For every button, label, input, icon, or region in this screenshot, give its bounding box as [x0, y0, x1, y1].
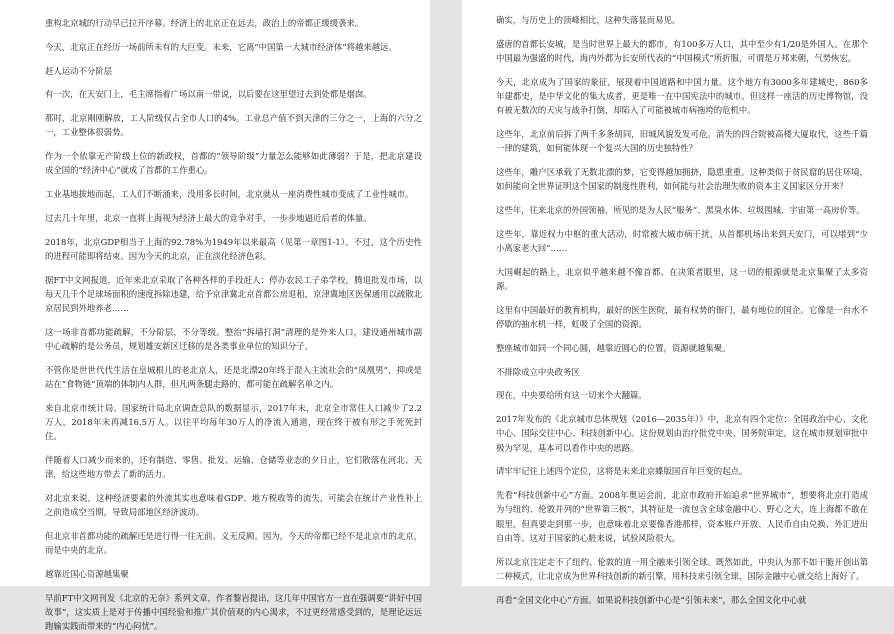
paragraph: 确实，与历史上的顶峰相比，这种失落显而易见。	[496, 15, 681, 25]
paragraph: 但北京非首都功能的疏解还是进行得一往无前、义无反顾。因为，今天的帝都已经不是北京市的北京，而是中央的北京。	[45, 531, 422, 556]
paragraph: 这里有中国最好的教育机构，最好的医生医院，最有权势的衙门，最有地位的国企。它像是一台水不停歇的抽水机一样，虹吸了全国的资源。	[496, 304, 868, 329]
paragraph: 2018年，北京GDP相当于上海的92.78%为1949年以来最高（见第一章图1-1）。不过，这个历史性的进程可能即将结束。因为今天的北京，正在淡化经济色彩。	[45, 236, 422, 261]
paragraph: 今天，北京成为了国家的象征，展现着中国道路和中国力量。这个地方有3000多年建城史，860多年建都史，是中华文化的集大成者，更是唯一在中国宪法中的城市。但这样一座活的历史博物馆，没有被无数次的天灾与战争打倒，却陷入了可能被城市病拖垮的危机中。	[496, 76, 868, 116]
paragraph: 这些年，靠近权力中枢的重大活动，时常被大城市病干扰，从首都机场出来到天安门，可以堵到“少小离家老大回”……	[496, 228, 868, 253]
paragraph: 盛唐的首都长安城，是当时世界上最大的都市，有100多万人口，其中至少有1/20是外国人。在那个中国最为强盛的时代，海内外都为长安所代表的“中国模式”所折服，可谓是万邦来朝，气势恢宏。	[496, 38, 868, 63]
paragraph: 重构北京城的行动早已拉开序幕。经济上的北京正在远去，政治上的帝都正缓缓袭来。	[45, 18, 364, 28]
paragraph: 这一场非首都功能疏解，不分阶层，不分等级。整治“拆墙打洞”清理的是外来人口，建设通州城市副中心疏解的是公务员，规划雄安新区迁移的是各类事业单位的知识分子。	[45, 326, 422, 352]
paragraph: 大国崛起的路上，北京似乎越来越不像首都。在决策者眼里，这一切的根源就是北京集聚了太多资源。	[496, 266, 868, 291]
paragraph: 越靠近国心资源越集聚	[45, 569, 129, 580]
paragraph: 早前FT中文网刊发《北京的无奈》系列文章，作者黎岩提出，这几年中国官方一直在强调要“讲好中国故事”，这实质上是对于传播中国经验和推广其价值观的内心渴求，不过更经常感受到的，是理论远远跑输实践而带来的“内心闷忧”。	[45, 592, 422, 632]
paragraph: 对北京来说，这种经济要素的外流其实也意味着GDP、地方税收等的流失，可能会在统计产业性补上之前造成空当期，导致局部地区经济波动。	[45, 493, 422, 518]
document-page-left	[0, 0, 430, 632]
paragraph: 再看“全国文化中心”方面。如果说科技创新中心是“引领未来”，那么全国文化中心就	[496, 594, 807, 605]
page-gutter	[430, 0, 462, 586]
paragraph: 过去几十年里，北京一直将上海视为经济上最大的竞争对手，一步步地逼近后者的体量。	[45, 212, 372, 223]
paragraph: 来自北京市统计局、国家统计局北京调查总队的数据显示，2017年末，北京全市常住人口减少了2.2万人，2018年末再减16.5万人。以往平均每年30万人的净流入通道，现在终于被有形之手死死封住。	[45, 402, 422, 442]
paragraph: 有一次，在天安门上，毛主席指着广场以南一带说，以后要在这里望过去到处都是烟囱。	[45, 89, 372, 100]
paragraph: 伴随着人口减少而来的，还有制造、零售、批发、运输、仓储等业态的夕日止，它们散落在河北、天津，给这些地方带去了新的活力。	[45, 455, 422, 480]
paragraph: 工业基地拔地而起，工人们不断涌来，没用多长时间，北京就从一座消费性城市变成了工业性城市。	[45, 189, 414, 200]
document-page-right	[462, 0, 894, 605]
paragraph: 这些年，雕户区承载了无数北漂的梦，它变得越加拥挤，隐患重重。这种类似于贫民窟的居住环境，如何能向全世界证明这个国家的制度性胜利，如何能与社会治理失败的资本主义国家区分开来？	[496, 167, 868, 192]
paragraph: 整座城市如同一个同心圆，越靠近圆心的位置，资源就越集聚。	[496, 342, 731, 353]
paragraph: 所以北京注定走不了纽约、伦敦的道一用全融来引领全球。既然如此，中央认为那不如干脆开创出第二种模式，让北京成为世界科技创新的新引擎，用科技来引领全球，国际金融中心就交给上海好了。	[496, 556, 868, 581]
paragraph: 先看“科技创新中心”方面。2008年奥运会前，北京市政府开始追求“世界城市”，想要将北京打造成为与纽约、伦敦并列的“世界第三极”，其特征是一流包含全球金融中心、野心之大，连上海都不敢在眼里。但真要走到那一步，也意味着北京要像香港那样，资本账户开放、人民币自由兑换、外汇进出自由等。这对于国家的心脏来说，试验风险很大。	[496, 490, 868, 543]
paragraph: 作为一个依靠无产阶级上位的新政权，首都的“领导阶级”力量怎么能够如此薄弱？于是，把北京建设成全国的“经济中心”就成了首都的工作重心。	[45, 151, 422, 176]
paragraph: 不排除成立中央政务区	[496, 366, 580, 377]
paragraph: 现在，中央要给所有这一切来个大翻篇。	[496, 390, 647, 401]
paragraph: 这些年，往来北京的外国领袖，所见的是为人民“服务”、黑臭水体、垃圾围城、宇宙第一高房价等。	[496, 205, 865, 215]
paragraph: 2017年发布的《北京城市总体规划（2016—2035年）》中，北京有四个定位：全国政治中心、文化中心、国际交往中心、科技创新中心。这份规划由治疗批党中央、国务院审定，这在城市规划审批中极为罕见，基本可以看作中央的思路。	[496, 414, 868, 453]
paragraph: 那时，北京刚刚解放，工人阶级仅占全市人口的4%。工业总产值不到天津的三分之一，上海的六分之一，工业整体很弱势。	[45, 113, 422, 138]
paragraph: 请牢牢记住上述四个定位，这将是未来北京蝶版国百年巨变的起点。	[496, 466, 748, 477]
paragraph: 据FT中文网报道，近年来北京采取了各种各样的手段赶人：停办农民工子弟学校，腾退批发市场，以每天几千个足球场面积的速度拆除违建，给予京津冀北京首都公房退租，京津冀地区医保通用以疏散北京居民到外地养老……	[45, 274, 422, 314]
paragraph: 不管你是世世代代生活在皇城根儿的老北京人，还是北漂20年终于混入主流社会的“凤凰男”，抑或是站在“食物链”顶端的体制内人群，但凡两条腿走路的，都可能在疏解名单之内。	[45, 364, 422, 390]
paragraph: 今天，北京正在经历一场前所未有的大巨变。未来，它离“中国第一大城市经济体”将越来越远。	[45, 41, 397, 52]
paragraph: 赶人运动不分阶层	[45, 65, 112, 76]
paragraph: 这些年，北京前后拆了两千多条胡同，旧城风貌发发可危。消失的四合院被高楼大厦取代，这些千篇一律的建筑，如何能体现一个复兴大国的历史独特性？	[496, 129, 868, 154]
